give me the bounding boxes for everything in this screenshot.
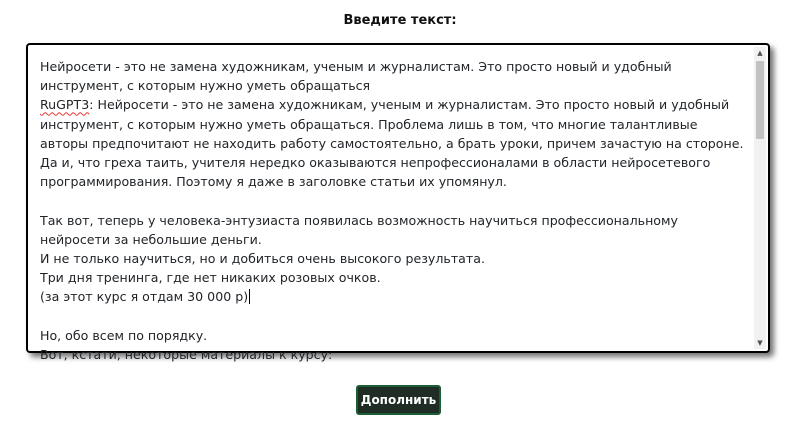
spellcheck-word: RuGPT3 [40, 97, 90, 113]
form-title: Введите текст: [343, 13, 457, 28]
text-input-content[interactable] [40, 57, 748, 363]
text-line [40, 95, 748, 191]
text-line: Но, обо всем по порядку. [40, 327, 208, 343]
text-segment: : Нейросети - это не замена художникам, ученым и журналистам. Это просто новый и удобный инструмент, с которым нужно уметь обращаться. Проблема лишь в том, что многие талантливые авторы предпочитают не находить работу самостоятельно, а брать уроки, причем зачастую на стороне. Да и, что греха таить, учителя нередко оказываются непрофессионалами в области нейросетевого программирования. Поэтому я даже в заголовке статьи их упомянул. [40, 97, 748, 190]
text-line: Три дня тренинга, где нет никаких розовых очков. [40, 270, 381, 286]
text-caret [249, 289, 250, 304]
text-segment: (за этот курс я отдам 30 000 р) [40, 289, 249, 305]
complete-button[interactable]: Дополнить [356, 385, 441, 415]
text-line [40, 287, 748, 306]
scroll-up-arrow-icon[interactable]: ▲ [757, 49, 763, 57]
text-input-area[interactable] [26, 43, 770, 363]
scroll-down-arrow-icon[interactable]: ▼ [757, 339, 763, 347]
text-line: Вот, кстати, некоторые материалы к курсу: [40, 347, 333, 363]
vertical-scrollbar[interactable] [754, 47, 766, 349]
scrollbar-thumb[interactable] [756, 61, 764, 139]
text-line: И не только научиться, но и добиться очень высокого результата. [40, 251, 485, 267]
text-line: Так вот, теперь у человека-энтузиаста появилась возможность научиться профессиональному нейросети за небольшие деньги. [40, 212, 682, 247]
text-line: Нейросети - это не замена художникам, ученым и журналистам. Это просто новый и удобный инструмент, с которым нужно уметь обращаться [40, 59, 676, 94]
